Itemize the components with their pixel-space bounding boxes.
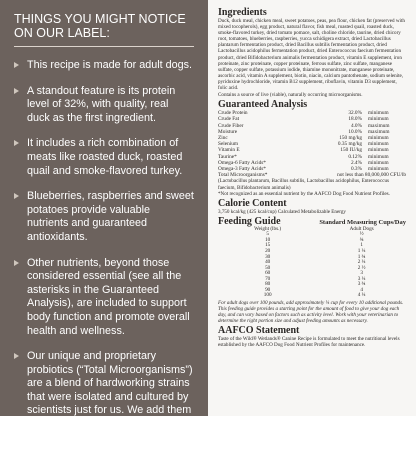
ga-qual-cell: minimum	[368, 116, 389, 123]
ga-qual-cell: maximum	[368, 122, 390, 129]
triangle-bullet-icon	[14, 353, 19, 359]
list-item	[14, 59, 194, 73]
feeding-weight-cell: 50	[265, 264, 271, 271]
ga-name-cell: Taurine*	[218, 153, 237, 160]
ga-name-cell: Omega-3 Fatty Acids*	[218, 166, 266, 173]
list-item-text: This recipe is made for adult dogs.	[27, 59, 193, 71]
calorie-content-text: 3,750 kcal/kg (425 kcal/cup) Calculated Metabolizable Energy	[218, 208, 346, 215]
feeding-weight-cell: 5	[266, 231, 269, 238]
list-item-text: A standout feature is its protein level of 32%, with quality, real duck as the first ingredient.	[27, 84, 176, 124]
ga-qual-cell: minimum	[368, 110, 389, 117]
heading-divider	[14, 46, 194, 47]
ga-name-cell: Crude Fiber	[218, 122, 244, 129]
feeding-weight-cell: 10	[265, 236, 271, 243]
feeding-weight-cell: 90	[265, 286, 271, 293]
label-notes-panel	[0, 0, 208, 458]
feeding-guide-note: For adult dogs over 100 pounds, add approximately ¼ cup for every 10 additional pounds. This feeding guide provides a starting point for the amount of food to give your dog each day, and can vary based on factors such as activity level. Work with your veterinarian to determine the right portion size and adjust feeding amounts as necessary.	[218, 299, 404, 325]
list-item	[14, 137, 194, 178]
list-item	[14, 190, 194, 244]
feeding-amount-cell: 2 ¼	[357, 259, 366, 266]
guaranteed-analysis-table	[218, 110, 406, 178]
feeding-amount-cell: 1 ¼	[357, 248, 366, 255]
ga-value-cell: 10.0%	[348, 128, 362, 135]
guaranteed-analysis-heading: Guaranteed Analysis	[218, 99, 308, 111]
ga-value-cell: 32.0%	[348, 110, 362, 117]
feeding-weight-cell: 70	[265, 275, 271, 282]
feeding-amount-cell: 3 ¾	[357, 281, 366, 288]
ga-name-cell: Omega-6 Fatty Acids*	[218, 159, 266, 166]
ga-qual-cell: minimum	[368, 159, 389, 166]
list-item-text: Blueberries, raspberries and sweet potatoes provide valuable nutrients and guaranteed antioxidants.	[27, 190, 194, 243]
microorganism-strains: (Lactobacillus plantarum, Bacillus subtilis, Lactobacillus acidophilus, Enterococcus faecium, Bifidobacterium animalis)	[218, 178, 390, 191]
ga-qual-cell: minimum	[368, 166, 389, 173]
ga-qual-cell: maximum	[368, 128, 390, 135]
ga-footnote: *Not recognized as an essential nutrient by the AAFCO Dog Food Nutrient Profiles.	[218, 190, 390, 197]
aafco-statement-heading: AAFCO Statement	[218, 325, 300, 337]
ga-value-cell: 0.3%	[350, 166, 362, 173]
live-microorganisms-note: Contains a source of live (viable), naturally occurring microorganisms.	[218, 92, 363, 99]
feeding-col-adult: Adult Dogs	[349, 225, 374, 232]
ga-qual-cell: minimum	[368, 147, 389, 154]
feeding-weight-cell: 15	[265, 242, 271, 249]
list-item	[14, 85, 194, 126]
feeding-weight-cell: 20	[265, 248, 271, 255]
feeding-weight-cell: 30	[265, 253, 271, 260]
ga-name-cell: Crude Fat	[218, 116, 240, 123]
aafco-statement-text: Taste of the Wild® Wetlands® Canine Recipe is formulated to meet the nutritional levels established by the AAFCO Dog Food Nutrient Profiles for maintenance.	[218, 336, 400, 349]
feeding-col-weight: Weight (lbs.)	[254, 225, 282, 232]
feeding-amount-cell: 3 ¼	[357, 275, 366, 282]
ga-value-cell: 150 mg/kg	[339, 135, 362, 142]
list-item	[14, 350, 194, 459]
feeding-amount-cell: 4 ¼	[357, 292, 366, 299]
ga-qual-cell: minimum	[368, 141, 389, 148]
ga-name-cell: Vitamin E	[218, 147, 240, 154]
ga-name-cell: Total Microorganisms*	[218, 172, 268, 179]
triangle-bullet-icon	[14, 260, 19, 266]
feeding-guide-heading: Feeding Guide	[218, 215, 281, 227]
feeding-guide-table	[218, 227, 406, 299]
list-item-text: Other nutrients, beyond those considered essential (see all the asterisks in the Guaranteed Analysis), are included to support body function and promote overall health and wellness.	[27, 256, 190, 337]
feeding-guide-subheading: Standard Measuring Cups/Day	[319, 218, 406, 226]
table-row	[218, 293, 406, 299]
calorie-content-heading: Calorie Content	[218, 197, 287, 209]
ingredients-heading: Ingredients	[218, 7, 267, 18]
triangle-bullet-icon	[14, 140, 19, 146]
ga-name-cell: Zinc	[218, 135, 228, 142]
ga-value-cell: 0.35 mg/kg	[337, 141, 362, 148]
ga-value-cell: 2.4%	[350, 159, 362, 166]
list-item-text: Our unique and proprietary probiotics (“Total Microorganisms”) are a blend of hardworking strains that were isolated and cultured by scientists just for us. We add them at guaranteed levels so every serving can help support digestive, immune and overall health.	[27, 350, 194, 458]
ga-value-cell: 4.0%	[350, 122, 362, 129]
feeding-weight-cell: 100	[263, 292, 272, 299]
ga-value-cell: 18.0%	[348, 116, 362, 123]
feeding-weight-cell: 40	[265, 259, 271, 266]
list-item-text: It includes a rich combination of meats like roasted duck, roasted quail and smoke-flavored turkey.	[27, 137, 183, 177]
notes-list	[14, 59, 194, 459]
ga-value-cell: not less than 80,000,000 CFU/lb	[337, 172, 406, 179]
ga-name-cell: Crude Protein	[218, 110, 248, 117]
nutrition-label-panel	[208, 0, 416, 416]
feeding-weight-cell: 60	[265, 270, 271, 277]
feeding-amount-cell: 4	[360, 286, 363, 293]
triangle-bullet-icon	[14, 62, 19, 68]
ga-name-cell: Moisture	[218, 128, 238, 135]
feeding-weight-cell: 80	[265, 281, 271, 288]
ga-qual-cell: minimum	[368, 135, 389, 142]
feeding-amount-cell: ½	[359, 231, 364, 238]
feeding-amount-cell: 2 ½	[357, 264, 366, 271]
ga-name-cell: Selenium	[218, 141, 239, 148]
feeding-amount-cell: 1 ¾	[357, 253, 366, 260]
ga-qual-cell: minimum	[368, 153, 389, 160]
feeding-guide-header	[218, 217, 406, 227]
notes-heading: THINGS YOU MIGHT NOTICE ON OUR LABEL:	[14, 12, 186, 40]
triangle-bullet-icon	[14, 193, 19, 199]
feeding-amount-cell: 1	[360, 242, 363, 249]
ga-value-cell: 150 IU/kg	[340, 147, 362, 154]
triangle-bullet-icon	[14, 88, 19, 94]
feeding-amount-cell: 3	[360, 270, 363, 277]
feeding-amount-cell: ¾	[359, 236, 364, 243]
list-item	[14, 257, 194, 339]
ga-value-cell: 0.12%	[348, 153, 362, 160]
ingredients-text: Duck, duck meal, chicken meal, sweet potatoes, peas, pea flour, chicken fat (preserved with mixed tocopherols), egg product, natural flavor, fish meal, roasted quail, roasted duck, smoke-flavored turkey, dried tomato pomace, salt, choline chloride, taurine, dried chicory root, tomatoes, blueberries, raspberries, yucca schidigera extract, dried Lactobacillus plantarum fermentation product, dried Bacillus subtilis fermentation product, dried Lactobacillus acidophilus fermentation product, dried Enterococcus faecium fermentation product, dried Bifidobacterium animalis fermentation product, vitamin E supplement, iron proteinate, zinc proteinate, copper proteinate, ferrous sulfate, zinc sulfate, manganese sulfate, copper sulfate, potassium iodide, thiamine mononitrate, manganese proteinate, ascorbic acid, vitamin A supplement, biotin, niacin, calcium pantothenate, sodium selenite, pyridoxine hydrochloride, vitamin B12 supplement, riboflavin, vitamin D3 supplement, folic acid.	[218, 18, 405, 92]
